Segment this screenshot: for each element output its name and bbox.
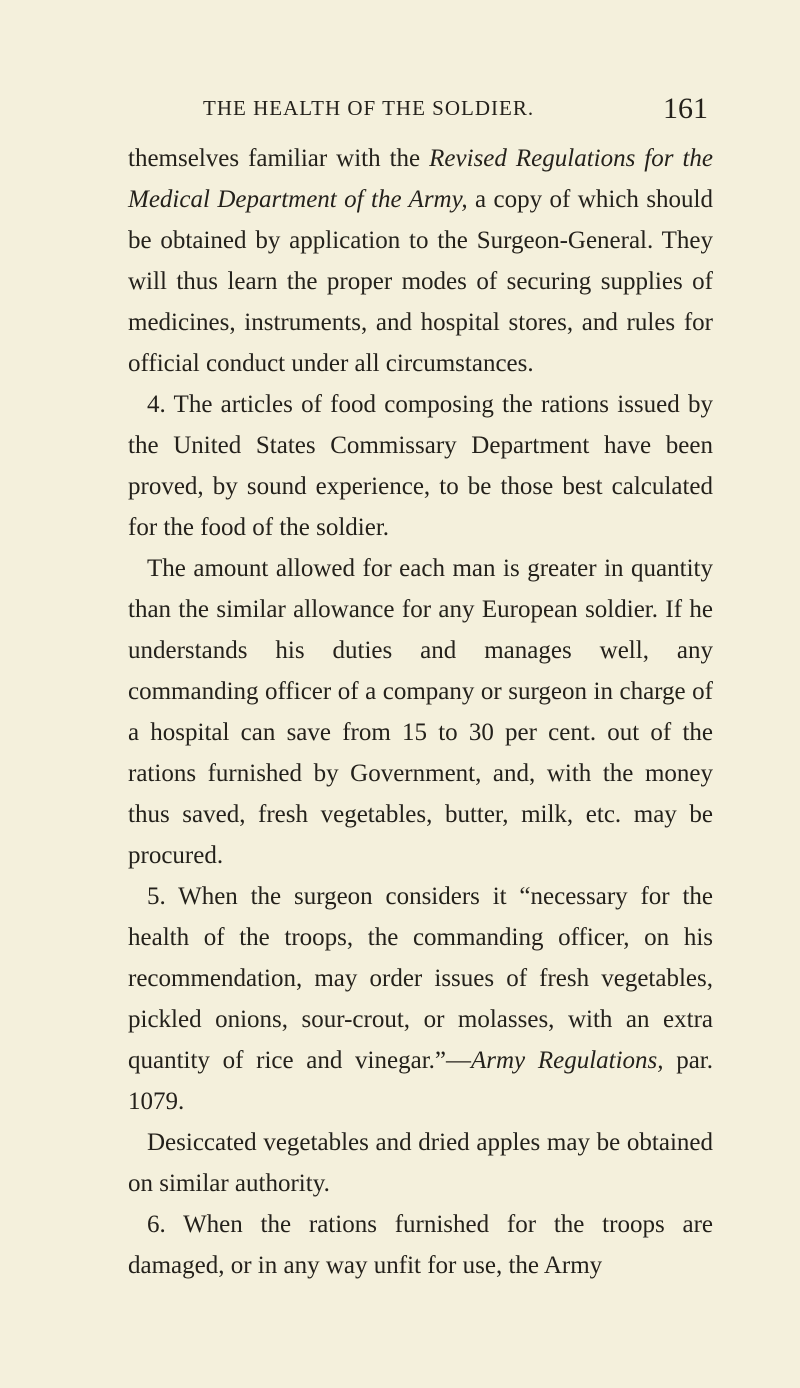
running-title: THE HEALTH OF THE SOLDIER. (203, 96, 535, 120)
paragraph-1-text-a: themselves familiar with the (128, 145, 430, 172)
paragraph-2: 4. The articles of food composing the rations issued by the United States Commissary Department have been proved, by sound experience, to be those best calculated for the food of the soldier. (128, 391, 713, 541)
paragraph-1-italic: Revised Regulations for the Medical Department of the Army, (128, 145, 714, 213)
running-head (128, 92, 708, 126)
paragraph-1-text-b: a copy of which should be obtained by application to the Surgeon-General. They will thus learn the proper modes of securing supplies of medicines, instruments, and hospital stores, and rules for official conduct under all circumstances. (128, 186, 714, 377)
page-number: 161 (663, 92, 708, 125)
paragraph-4 (128, 876, 713, 1122)
paragraph-4-text-b: par. 1079. (128, 1047, 714, 1115)
paragraph-4-italic: Army Regulations, (471, 1047, 664, 1074)
body-text (128, 138, 713, 1286)
paragraph-6: 6. When the rations furnished for the troops are damaged, or in any way unfit for use, the Army (128, 1211, 713, 1279)
paragraph-4-text-a: 5. When the surgeon considers it “necessary for the health of the troops, the commanding officer, on his recommendation, may order issues of fresh vegetables, pickled onions, sour-crout, or molasses, with an extra quantity of rice and vinegar.”— (128, 883, 713, 1074)
paragraph-1 (128, 138, 713, 384)
paragraph-5: Desiccated vegetables and dried apples may be obtained on similar authority. (128, 1129, 713, 1197)
paragraph-3: The amount allowed for each man is greater in quantity than the similar allowance for any European soldier. If he understands his duties and manages well, any commanding officer of a company or surgeon in charge of a hospital can save from 15 to 30 per cent. out of the rations furnished by Government, and, with the money thus saved, fresh vegetables, butter, milk, etc. may be procured. (128, 555, 713, 869)
